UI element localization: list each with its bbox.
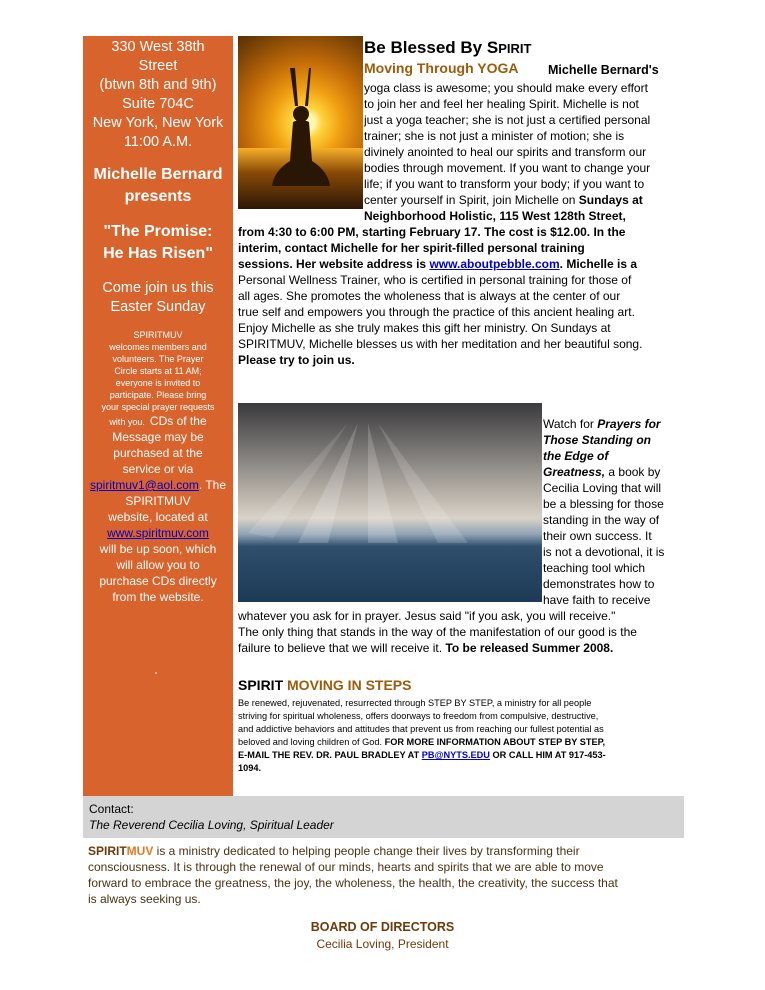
text-fragment: E-MAIL THE REV. DR. PAUL BRADLEY AT [238,750,422,760]
text-line: Cecilia Loving that will [543,481,662,495]
contact-person: The Reverend Cecilia Loving, Spiritual Leader [89,818,334,832]
note-line: everyone is invited to [115,378,201,388]
email-link[interactable]: PB@NYTS.EDU [421,750,490,760]
text-bold: Sundays at [578,193,643,207]
meditating-figure [238,36,363,209]
text-line: from 4:30 to 6:00 PM, starting February 17. The cost is $12.00. In the [238,225,626,239]
text-line: just a yoga teacher; she is not just a certified personal [364,113,651,127]
board-member: Cecilia Loving, President [316,937,449,951]
note-line: Circle starts at 11 AM; [114,366,202,376]
text-line: trainer; she is not just a minister of motion; she is [364,129,625,143]
text-fragment: beloved and loving children of God. [238,737,385,747]
note-line: welcomes members and [109,342,207,352]
note-line: your special prayer requests [101,402,215,412]
brand-spirit: SPIRIT [88,844,127,858]
text-line: demonstrates how to [543,577,655,591]
yoga-text-narrow [364,80,650,224]
sidebar [83,36,233,796]
cd-line: purchase CDs directly [99,574,217,588]
text-line: standing in the way of [543,513,660,527]
text-line [238,640,637,656]
text-line [543,464,664,480]
cd-line: service or via [122,462,194,476]
heading-dark: SPIRIT [238,677,284,693]
text-line: all ages. She promotes the wholeness that is always at the center of our [238,289,621,303]
text-fragment: a book by [605,465,661,479]
text-line: Neighborhood Holistic, 115 West 128th Street, [364,209,626,223]
sun-rays [238,403,542,602]
address-line: New York, New York [92,115,224,131]
note-fragment: with you. [109,417,145,427]
sermon-title [83,221,233,265]
event-address [83,38,233,152]
release-date: To be released Summer 2008. [445,641,614,655]
book-text-narrow [543,416,664,608]
book-text-wide [238,608,637,656]
article-subtitle [364,60,519,76]
text-fragment: center yourself in Spirit, join Michelle on [364,193,579,207]
cd-line: website, located at [108,510,208,524]
book-title: Greatness, [543,465,606,479]
stray-mark [155,672,157,674]
contact-label: Contact: [89,802,134,816]
text-line: have faith to receive [543,593,651,607]
text-line: SPIRITMUV, Michelle blesses us with her meditation and her beautiful song. [238,337,643,351]
text-bold: sessions. Her website address is [238,257,430,271]
website-link[interactable]: www.spiritmuv.com [107,526,209,540]
sermon-line: He Has Risen" [103,245,213,262]
text-line: to join her and feel her healing Spirit. Michelle is not [364,97,639,111]
presenter-name: Michelle Bernard [93,166,223,183]
text-line: their own success. It [543,529,652,543]
text-line: yoga class is awesome; you should make every effort [364,81,648,95]
presenter-verb: presents [124,188,192,205]
note-line [91,413,225,429]
text-line: The only thing that stands in the way of the manifestation of our good is the [238,625,637,639]
text-fragment: OR CALL HIM AT 917-453- [489,750,606,760]
note-line: volunteers. The Prayer [112,354,204,364]
text-line [238,736,680,749]
steps-heading [238,677,411,693]
text-line: divinely anointed to heal our spirits and transform our [364,145,647,159]
text-fragment: . Michelle is a [559,257,638,271]
cds-fragment: CDs of the [149,414,207,428]
text-line: is not a devotional, it is [543,545,665,559]
address-line: Street [138,58,178,74]
invitation [83,279,233,317]
board-title: BOARD OF DIRECTORS [310,920,455,934]
steps-text [238,697,680,775]
cd-line: . The SPIRITMUV [125,478,227,508]
sermon-line: "The Promise: [103,223,213,240]
title-text: Be Blessed By S [364,38,499,57]
address-line: (btwn 8th and 9th) [99,77,217,93]
brand-muv: MUV [126,844,154,858]
text-line: bodies through movement. If you want to change your [364,161,651,175]
invite-line: Easter Sunday [110,299,206,315]
website-link[interactable]: www.aboutpebble.com [429,257,560,271]
text-line: whatever you ask for in prayer. Jesus said "if you ask, you will receive." [238,609,616,623]
text-line: Enjoy Michelle as she truly makes this gift her ministry. On Sundays at [238,321,611,335]
text-line: life; if you want to transform your body; if you want to [364,177,645,191]
text-line: interim, contact Michelle for her spirit-filled personal training [238,241,585,255]
cd-line: from the website. [112,590,204,604]
text-line: Personal Wellness Trainer, who is certified in personal training for those of [238,273,632,287]
note-line: participate. Please bring [109,390,207,400]
prayer-circle-note [83,329,233,429]
cd-line: purchased at the [113,446,203,460]
text-line [238,256,642,272]
note-line: SPIRITMUV [133,330,183,340]
lead-name: Michelle Bernard's [548,63,659,77]
text-line: be a blessing for those [543,497,664,511]
text-line: is always seeking us. [88,892,201,906]
text-fragment: is a ministry dedicated to helping people change their lives by transforming their [153,844,580,858]
contact-band [83,796,684,838]
cd-line: Message may be [112,430,204,444]
yoga-text-wide [238,224,642,368]
text-line: teaching tool which [543,561,646,575]
text-line: consciousness. It is through the renewal of our minds, hearts and spirits that we are able to move [88,860,604,874]
cd-line: will allow you to [116,558,200,572]
sunset-yoga-image [238,36,363,209]
book-title: Those Standing on [543,433,651,447]
book-title: Prayers for [597,417,661,431]
address-line: 330 West 38th [111,39,205,55]
article-title [364,38,531,58]
cd-info [83,429,233,605]
text-fragment: failure to believe that we will receive it. [238,641,446,655]
text-line: forward to embrace the greatness, the joy, the wholeness, the health, the creativity, the success that [88,876,618,890]
event-time: 11:00 A.M. [123,134,193,150]
text-line: Please try to join us. [238,353,355,367]
email-link[interactable]: spiritmuv1@aol.com [89,478,199,492]
text-line: 1094. [238,763,261,773]
text-line: and addictive behaviors and attitudes that prevent us from reaching our fullest potential as [238,724,604,734]
text-bold: FOR MORE INFORMATION ABOUT STEP BY STEP, [384,737,606,747]
text-line [364,192,650,208]
text-line [238,749,680,762]
text-fragment: Watch for [543,417,598,431]
presenter [83,164,233,208]
heading-brown: MOVING IN STEPS [287,677,412,693]
cd-line: will be up soon, which [99,542,217,556]
text-line: Be renewed, rejuvenated, resurrected through STEP BY STEP, a ministry for all people [238,698,592,708]
sky-rays-image [238,403,542,602]
text-line [88,843,680,859]
subtitle-text: Moving Through YOGA [364,60,519,76]
address-line: Suite 704C [122,96,194,112]
book-title: the Edge of [543,449,609,463]
text-line: striving for spiritual wholeness, offers doorways to freedom from compulsive, destructive, [238,711,599,721]
mission-statement [88,843,680,907]
text-line [543,416,664,432]
text-line: true self and empowers you through the practice of this ancient healing art. [238,305,635,319]
title-caps: PIRIT [498,41,532,56]
invite-line: Come join us this [102,280,214,296]
